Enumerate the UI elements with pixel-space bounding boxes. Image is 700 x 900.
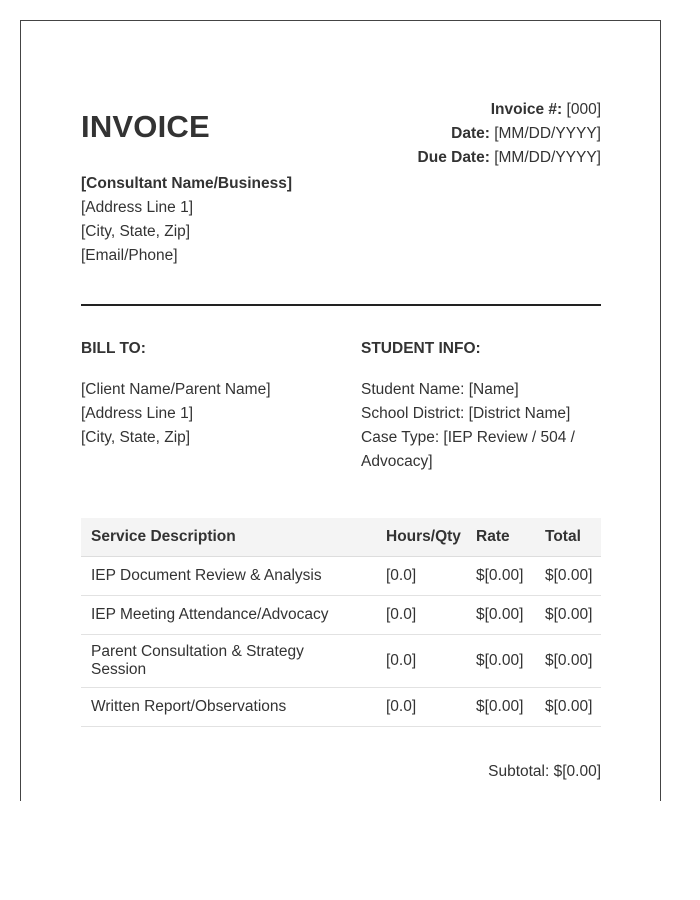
rate-cell: $[0.00] <box>464 688 526 727</box>
hours-qty-cell: [0.0] <box>366 557 464 596</box>
header-divider <box>81 304 601 306</box>
student-info-heading: STUDENT INFO: <box>361 340 481 357</box>
header-service-description: Service Description <box>81 518 366 557</box>
client-city: [City, State, Zip] <box>81 429 191 446</box>
table-row <box>81 635 601 688</box>
total-cell: $[0.00] <box>526 688 601 727</box>
invoice-date-line <box>418 122 601 146</box>
hours-qty-cell: [0.0] <box>366 688 464 727</box>
invoice-due-date-value: [MM/DD/YYYY] <box>489 149 601 166</box>
rate-cell: $[0.00] <box>464 596 526 635</box>
table-row <box>81 557 601 596</box>
rate-cell: $[0.00] <box>464 635 526 688</box>
service-description-cell: Written Report/Observations <box>81 688 366 727</box>
invoice-page <box>20 20 661 801</box>
total-cell: $[0.00] <box>526 635 601 688</box>
invoice-date-value: [MM/DD/YYYY] <box>489 125 601 142</box>
student-info-section <box>361 337 601 474</box>
service-description-cell: IEP Document Review & Analysis <box>81 557 366 596</box>
header-hours-qty: Hours/Qty <box>366 518 464 557</box>
invoice-number-line <box>418 98 601 122</box>
rate-cell: $[0.00] <box>464 557 526 596</box>
consultant-contact: [Email/Phone] <box>81 247 178 264</box>
consultant-info <box>81 172 292 268</box>
student-name: Student Name: [Name] <box>361 381 519 398</box>
invoice-due-date-line <box>418 146 601 170</box>
bill-to-heading: BILL TO: <box>81 340 146 357</box>
school-district: School District: [District Name] <box>361 405 571 422</box>
header-total: Total <box>526 518 601 557</box>
service-description-cell: Parent Consultation & Strategy Session <box>81 635 366 688</box>
consultant-address: [Address Line 1] <box>81 199 194 216</box>
subtotal: Subtotal: $[0.00] <box>488 763 601 780</box>
client-name: [Client Name/Parent Name] <box>81 381 271 398</box>
bill-to-section <box>81 337 341 450</box>
invoice-number-label: Invoice #: <box>490 101 563 118</box>
consultant-city: [City, State, Zip] <box>81 223 191 240</box>
hours-qty-cell: [0.0] <box>366 596 464 635</box>
invoice-title: INVOICE <box>81 109 210 144</box>
services-table <box>81 518 601 727</box>
client-address: [Address Line 1] <box>81 405 194 422</box>
services-header-row <box>81 518 601 557</box>
hours-qty-cell: [0.0] <box>366 635 464 688</box>
table-row <box>81 688 601 727</box>
header-rate: Rate <box>464 518 526 557</box>
consultant-name: [Consultant Name/Business] <box>81 175 293 192</box>
total-cell: $[0.00] <box>526 557 601 596</box>
invoice-number-value: [000] <box>562 101 601 118</box>
invoice-meta <box>418 98 601 170</box>
service-description-cell: IEP Meeting Attendance/Advocacy <box>81 596 366 635</box>
invoice-date-label: Date: <box>451 125 490 142</box>
case-type: Case Type: [IEP Review / 504 / Advocacy] <box>361 429 575 470</box>
total-cell: $[0.00] <box>526 596 601 635</box>
invoice-due-date-label: Due Date: <box>417 149 490 166</box>
table-row <box>81 596 601 635</box>
